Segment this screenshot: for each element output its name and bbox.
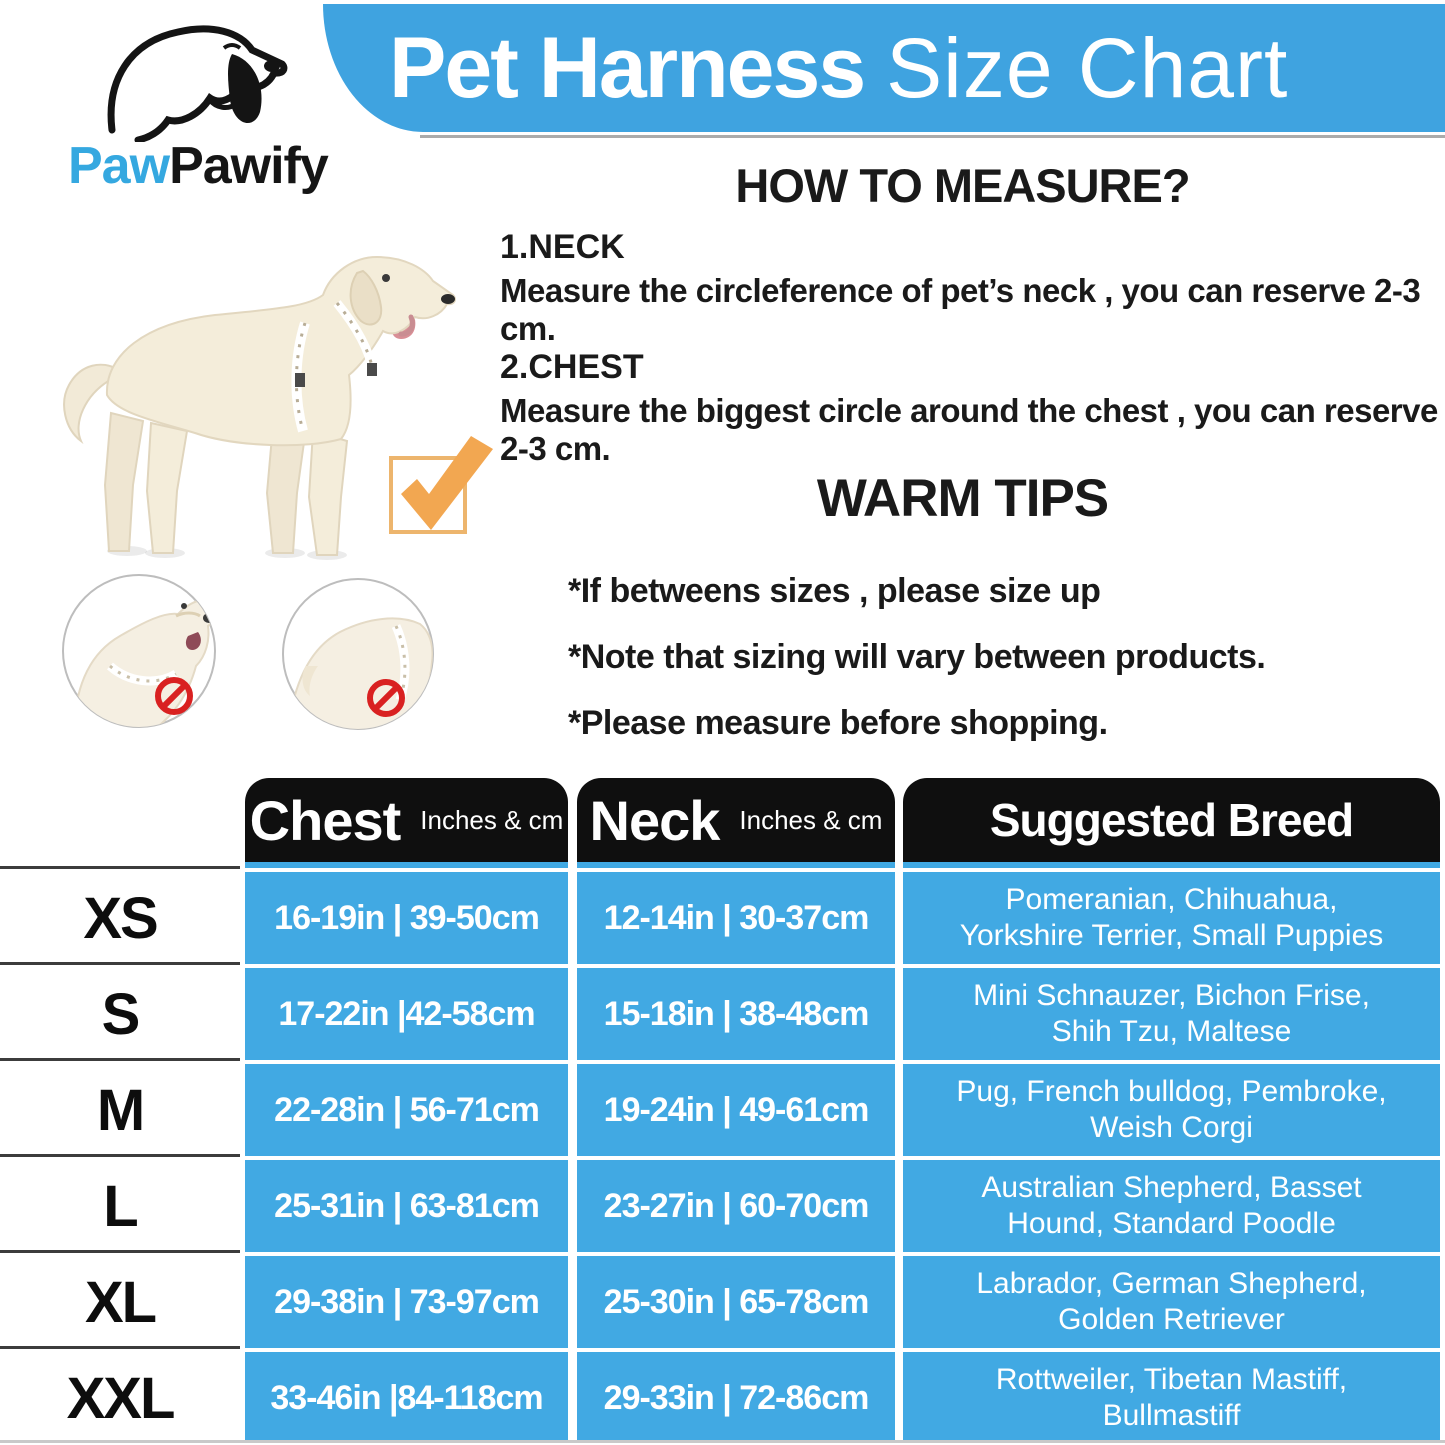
neck-cell-xxl: 29-33in | 72-86cm bbox=[603, 1378, 869, 1417]
breed-header-title: Suggested Breed bbox=[989, 794, 1354, 846]
banner-underline bbox=[420, 135, 1445, 138]
warm-tips-heading: WARM TIPS bbox=[816, 469, 1109, 528]
neck-cell-m: 19-24in | 49-61cm bbox=[603, 1090, 869, 1129]
neck-cell-s: 15-18in | 38-48cm bbox=[603, 994, 869, 1033]
page-title-bold: Pet Harness bbox=[389, 19, 865, 116]
size-row-divider bbox=[0, 866, 240, 869]
size-label-xs: XS bbox=[83, 885, 157, 951]
brand-name-paw: Paw bbox=[68, 137, 170, 195]
chest-header-subtitle: Inches & cm bbox=[420, 804, 564, 835]
breed-line: Yorkshire Terrier, Small Puppies bbox=[959, 919, 1384, 952]
breed-line: Pomeranian, Chihuahua, bbox=[1005, 883, 1338, 916]
chest-cell-xs: 16-19in | 39-50cm bbox=[274, 898, 539, 937]
step-neck-text: Measure the circleference of pet’s neck , you can reserve 2-3 cm. bbox=[500, 272, 1421, 347]
breed-line: Bullmastiff bbox=[1102, 1399, 1241, 1432]
size-label-l: L bbox=[103, 1173, 137, 1239]
step-neck-label: 1.NECK bbox=[500, 228, 625, 266]
breed-cell-m bbox=[903, 1064, 1440, 1156]
breed-cell-xs bbox=[903, 872, 1440, 964]
chest-cell-l: 25-31in | 63-81cm bbox=[274, 1186, 539, 1225]
step-chest-text: Measure the biggest circle around the chest , you can reserve 2-3 cm. bbox=[500, 392, 1438, 467]
table-bottom-line bbox=[0, 1440, 1445, 1443]
wrong-neck-measure-icon bbox=[58, 570, 220, 732]
breed-column bbox=[903, 862, 1440, 1440]
size-label-xxl: XXL bbox=[66, 1365, 174, 1431]
chest-cell-m: 22-28in | 56-71cm bbox=[274, 1090, 539, 1129]
breed-cell-xxl bbox=[903, 1352, 1440, 1444]
page-title-light: Size Chart bbox=[886, 20, 1289, 115]
breed-line: Pug, French bulldog, Pembroke, bbox=[956, 1075, 1387, 1108]
brand-name-pawify: Pawify bbox=[169, 137, 328, 195]
breed-line: Mini Schnauzer, Bichon Frise, bbox=[973, 979, 1370, 1012]
brand-name bbox=[68, 136, 328, 196]
warm-tip-1: *If betweens sizes , please size up bbox=[568, 572, 1101, 610]
neck-header-title: Neck bbox=[589, 788, 720, 852]
dog-logo-icon bbox=[82, 2, 332, 142]
wrong-chest-measure-icon bbox=[278, 574, 438, 734]
breed-line: Golden Retriever bbox=[1058, 1303, 1285, 1336]
neck-cell-l: 23-27in | 60-70cm bbox=[603, 1186, 869, 1225]
chest-cell-xxl: 33-46in |84-118cm bbox=[270, 1378, 543, 1417]
breed-line: Weish Corgi bbox=[1090, 1111, 1253, 1144]
neck-cell-xl: 25-30in | 65-78cm bbox=[603, 1282, 869, 1321]
breed-line: Hound, Standard Poodle bbox=[1007, 1207, 1336, 1240]
breed-cell-l bbox=[903, 1160, 1440, 1252]
step-chest-label: 2.CHEST bbox=[500, 348, 644, 386]
size-label-m: M bbox=[96, 1077, 144, 1143]
neck-column bbox=[577, 862, 895, 1440]
chest-cell-xl: 29-38in | 73-97cm bbox=[274, 1282, 539, 1321]
chest-column-header bbox=[245, 778, 568, 862]
breed-line: Shih Tzu, Maltese bbox=[1051, 1015, 1292, 1048]
warm-tip-2: *Note that sizing will vary between products. bbox=[568, 638, 1266, 676]
breed-line: Rottweiler, Tibetan Mastiff, bbox=[995, 1363, 1348, 1396]
breed-cell-s bbox=[903, 968, 1440, 1060]
neck-header-subtitle: Inches & cm bbox=[739, 804, 883, 835]
breed-line: Labrador, German Shepherd, bbox=[976, 1267, 1367, 1300]
neck-cell-xs: 12-14in | 30-37cm bbox=[603, 898, 869, 937]
how-to-measure-heading: HOW TO MEASURE? bbox=[735, 159, 1190, 212]
checkmark-icon bbox=[383, 432, 499, 540]
title-banner bbox=[323, 4, 1445, 132]
warm-tip-3: *Please measure before shopping. bbox=[568, 704, 1108, 742]
size-label-s: S bbox=[101, 981, 139, 1047]
size-label-xl: XL bbox=[84, 1269, 156, 1335]
chest-cell-s: 17-22in |42-58cm bbox=[278, 994, 535, 1033]
neck-column-header bbox=[577, 778, 895, 862]
breed-line: Australian Shepherd, Basset bbox=[981, 1171, 1362, 1204]
breed-cell-xl bbox=[903, 1256, 1440, 1348]
breed-column-header bbox=[903, 778, 1440, 862]
chest-column bbox=[245, 862, 568, 1440]
chest-header-title: Chest bbox=[249, 788, 401, 852]
